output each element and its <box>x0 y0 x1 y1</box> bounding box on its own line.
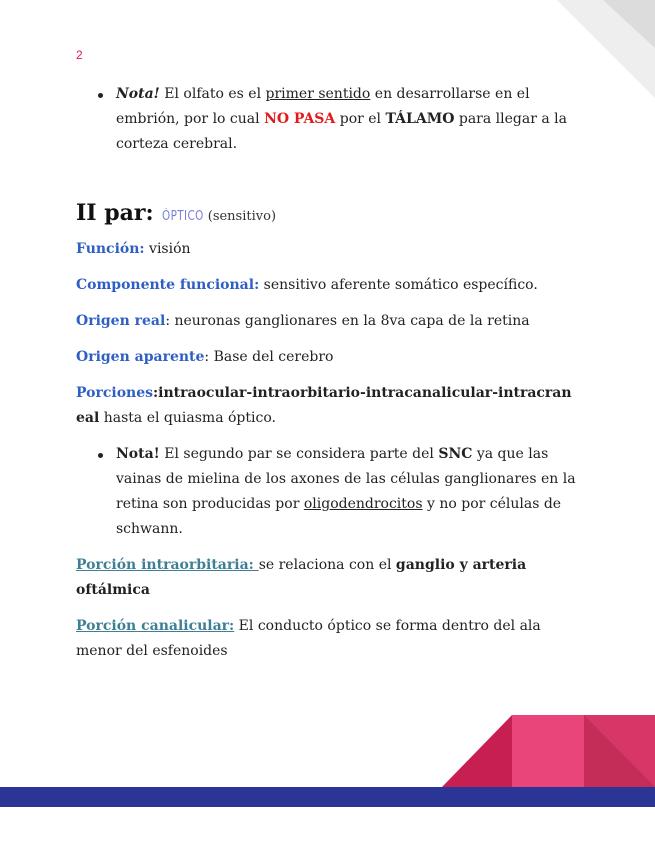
page-number: 2 <box>76 48 83 62</box>
heading-nerve-name: ÓPTICO <box>161 209 204 224</box>
no-pasa-emphasis: NO PASA <box>264 111 336 127</box>
field-origen-real: Origen real: neuronas ganglionares en la 8va capa de la retina <box>76 313 530 329</box>
note-label: Nota! <box>116 86 160 102</box>
page-content <box>76 82 576 675</box>
footer-decoration <box>0 715 655 848</box>
field-origen-aparente: Origen aparente: Base del cerebro <box>76 349 334 365</box>
portion-canalicular: Porción canalicular: El conducto óptico se forma dentro del ala menor del esfenoides <box>76 618 541 659</box>
portion-intraorbitaria: Porción intraorbitaria: se relaciona con el ganglio y arteria oftálmica <box>76 557 527 598</box>
field-funcion: Función: visión <box>76 241 191 257</box>
note-list-olfato <box>76 82 576 157</box>
heading-note: (sensitivo) <box>207 209 277 224</box>
note-label: Nota! <box>116 446 160 462</box>
section-heading <box>76 201 576 229</box>
field-componente: Componente funcional: sensitivo aferente somático específico. <box>76 277 538 293</box>
heading-title: II par: <box>76 200 154 226</box>
note-olfato: Nota! El olfato es el primer sentido en desarrollarse en el embrión, por lo cual NO PASA por el TÁLAMO para llegar a la corteza cerebral. <box>116 82 576 157</box>
note-snc: Nota! El segundo par se considera parte del SNC ya que las vainas de mielina de los axones de las células ganglionares en la retina son producidas por oligodendrocitos y no por células de schwann. <box>116 442 576 542</box>
note-list-snc <box>76 442 576 542</box>
field-porciones: Porciones:intraocular-intraorbitario-intracanalicular-intracraneal hasta el quiasma óptico. <box>76 385 572 426</box>
